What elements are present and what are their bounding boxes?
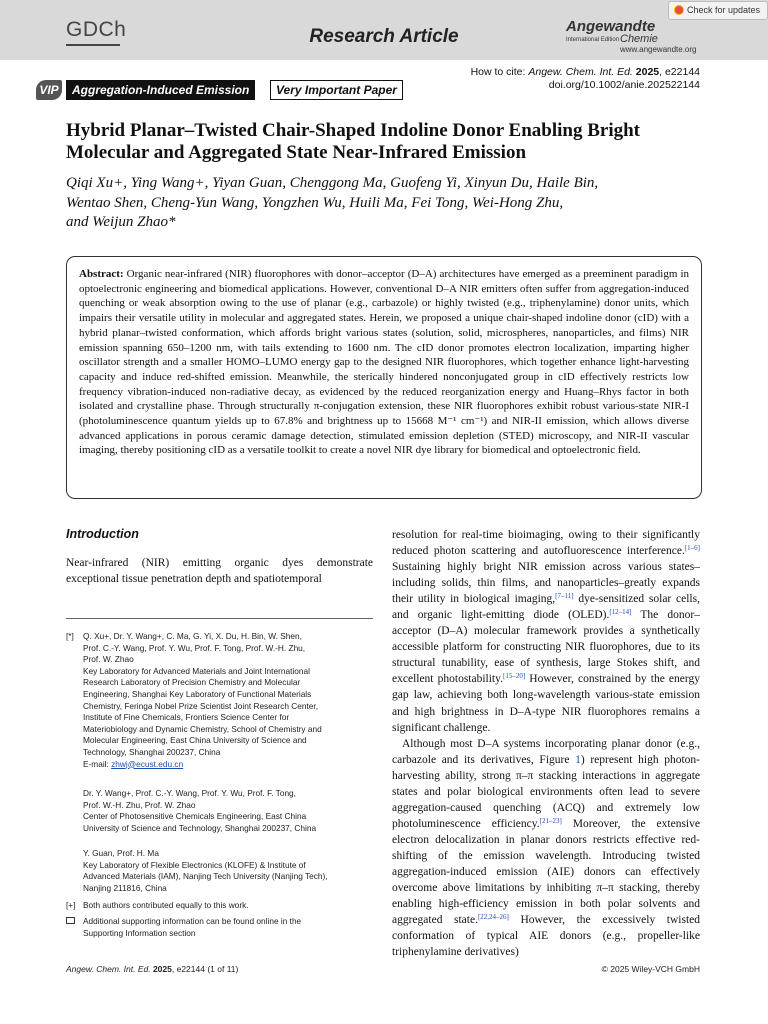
- affiliation-line: Dr. Y. Wang+, Prof. C.-Y. Wang, Prof. Y. Wu, Prof. F. Tong,: [83, 788, 296, 798]
- abstract-label: Abstract:: [79, 268, 124, 280]
- paragraph: [392, 527, 700, 736]
- publisher-logo: GDCh: [66, 18, 127, 41]
- reference-link[interactable]: [7–11]: [555, 592, 574, 601]
- journal-header: [0, 0, 768, 60]
- footnote-rule: [66, 618, 373, 619]
- supporting-info-line: Supporting Information section: [83, 927, 196, 938]
- paragraph: [392, 736, 700, 961]
- text-run: Moreover, the extensive electron delocalization in planar donors restricts effective red-shifting of the emission wavelength. Introducing twisted aggregation-induced emission (AIE) donors can effectively overcome above limitations by inhibiting π–π stacking, thereby enabling high-efficiency emission in both polar solvents and aggregated state.: [392, 817, 700, 927]
- text-run: The donor–acceptor (D–A) molecular framework provides a synthetically accessible platform for constructing NIR fluorophores, due to its structural tunability, ease of synthesis, large Stokes shift, and excellent photostability.: [392, 609, 700, 686]
- author-list: [66, 174, 706, 233]
- reference-link[interactable]: [21–23]: [539, 816, 562, 825]
- email-label: E-mail:: [83, 758, 112, 769]
- supporting-info-line: Additional supporting information can be found online in the: [83, 916, 302, 926]
- affiliation-line: Center of Photosensitive Chemicals Engineering, East China: [83, 811, 307, 822]
- author-line: Wentao Shen, Cheng-Yun Wang, Yongzhen Wu, Huili Ma, Fei Tong, Wei-Hong Zhu,: [66, 194, 564, 211]
- text-run: Although most D–A systems incorporating planar donor (e.g., carbazole and its derivatives, Figure: [392, 737, 700, 766]
- affiliation-line: Key Laboratory for Advanced Materials and Joint International: [83, 665, 310, 676]
- footer-page: , e22144 (1 of 11): [171, 964, 239, 974]
- journal-url[interactable]: www.angewandte.org: [620, 45, 697, 54]
- footer-copyright: © 2025 Wiley-VCH GmbH: [601, 964, 700, 974]
- affiliation-line: University of Science and Technology, Shanghai 200237, China: [83, 822, 317, 833]
- footer-journal: Angew. Chem. Int. Ed.: [66, 964, 151, 974]
- affiliation-marker: [*]: [66, 631, 74, 641]
- reference-link[interactable]: [22,24–26]: [477, 913, 509, 922]
- doi-link[interactable]: doi.org/10.1002/anie.202522144: [548, 79, 700, 91]
- affiliation-line: Q. Xu+, Dr. Y. Wang+, C. Ma, G. Yi, X. Du, H. Bin, W. Shen,: [83, 631, 302, 641]
- check-updates-button[interactable]: [668, 1, 768, 20]
- text-run: However, the excessively twisted conformation of typical AIE donors (e.g., propeller-like triphenylamine derivatives): [392, 914, 701, 959]
- email-link[interactable]: zhwj@ecust.edu.cn: [111, 758, 184, 769]
- affiliation-line: Engineering, Shanghai Key Laboratory of Functional Materials: [83, 688, 312, 699]
- affiliation-line: Key Laboratory of Flexible Electronics (KLOFE) & Institute of: [83, 859, 306, 870]
- section-label: Research Article: [309, 26, 459, 47]
- affiliation-line: Nanjing 211816, China: [83, 882, 167, 893]
- cite-article: , e22144: [659, 66, 700, 78]
- affiliation-block-1: [83, 631, 373, 770]
- author-line: and Weijun Zhao*: [66, 214, 176, 230]
- text-run: dye-sensitized solar cells, and organic light-emitting diode (OLED).: [392, 593, 700, 622]
- abstract-box: [66, 256, 702, 499]
- cite-journal: Angew. Chem. Int. Ed.: [528, 66, 633, 78]
- vip-badge: VIP: [36, 80, 62, 100]
- text-run: However, constrained by the energy gap law, achieving both long-wavelength various-state emission and high brightness in D–A-type NIR fluorophores remains a significant challenge.: [392, 673, 700, 734]
- reference-link[interactable]: [15–20]: [503, 672, 526, 681]
- affiliation-line: Technology, Shanghai 200237, China: [83, 746, 221, 757]
- affiliation-line: Research Laboratory of Precision Chemistry and Molecular: [83, 677, 301, 688]
- text-run: ) represent high photon-harvesting ability, strong π–π stacking interactions in aggregate states and polar biological environments often lead to severe aggregation-caused quenching (ACQ) and extremely low photoluminescence efficiency.: [392, 753, 700, 830]
- affiliation-line: Materiobiology and Dynamic Chemistry, School of Chemistry and: [83, 723, 322, 734]
- cite-year: 2025: [635, 66, 660, 78]
- intro-heading: Introduction: [66, 527, 139, 541]
- affiliation-line: Advanced Materials (IAM), Nanjing Tech University (Nanjing Tech),: [83, 871, 328, 882]
- figure-link[interactable]: 1: [575, 753, 581, 766]
- affiliation-line: Prof. C.-Y. Wang, Prof. Y. Wu, Prof. F. Tong, Prof. W.-H. Zhu,: [83, 642, 306, 653]
- affiliation-line: Prof. W. Zhao: [83, 654, 134, 665]
- affiliation-line: Molecular Engineering, East China University of Science and: [83, 735, 307, 746]
- affiliation-block-2: [83, 788, 373, 834]
- affiliation-line: Institute of Fine Chemicals, Frontiers Science Center for: [83, 712, 290, 723]
- check-updates-label: Check for updates: [687, 5, 761, 15]
- affiliation-line: Y. Guan, Prof. H. Ma: [83, 848, 159, 858]
- equal-contribution-note: Both authors contributed equally to this work.: [83, 900, 249, 910]
- journal-logo-chemie: Chemie: [620, 33, 658, 45]
- crossmark-icon: [674, 5, 684, 15]
- topic-badge: Aggregation-Induced Emission: [66, 80, 255, 100]
- equal-contribution-marker: [+]: [66, 900, 76, 910]
- article-title: Hybrid Planar–Twisted Chair-Shaped Indoline Donor Enabling Bright Molecular and Aggregated State Near-Infrared Emission: [66, 120, 640, 163]
- abstract-text: Organic near-infrared (NIR) fluorophores with donor–acceptor (D–A) architectures have emerged as a preeminent paradigm in optoelectronic engineering and biomedical applications. However, conventional D–A NIR emitters often suffer from aggregation-induced quenching or weak absorption owing to the use of planar (e.g., carbazole) or highly twisted (e.g., triphenylamine) donor units, which impairs their versatile utility in molecular and aggregated states. Herein, we proposed a unique chair-shaped indoline donor (cID) with a hybrid planar–twisted conformation, which affords bright various states (solution, solid, microspheres, nanoparticles, and films) NIR emission spanning 650–1200 nm, with tails extending to 1600 nm. The cID donor promotes electron localization, imparting higher oscillator strength and a smaller HOMO–LUMO energy gap to the designed NIR fluorophores, which together enhance light-harvesting capacity and induce red-shifted emission. Meanwhile, the sterically hindered nonconjugated group in cID effectively restricts low frequency vibration-induced non-radiative decay, as evidenced by the reduced reorganization energy and Huang–Rhys factor in both isolated and crystalline phase. Through structurally π-conjugation extension, these NIR fluorophores exhibit robust various-state NIR-I (photoluminescence quantum yields up to 67.8% and brightness up to 15668 M⁻¹ cm⁻¹) and NIR-II emission, which allows diverse advanced applications in porous ceramic damage detection, stimulated emission depletion (STED) microscopy, and NIR-II vascular imaging, thereby positioning cID as a versatile toolkit to create a novel NIR dye library for biomedical and optoelectronic field.: [79, 268, 689, 457]
- journal-logo-sub: International Edition: [566, 37, 620, 43]
- how-to-cite: How to cite:: [470, 66, 529, 78]
- journal-logo: Angewandte: [566, 18, 656, 35]
- affiliation-line: Chemistry, Feringa Nobel Prize Scientist Joint Research Center,: [83, 700, 319, 711]
- intro-paragraph: Near-infrared (NIR) emitting organic dyes demonstrate exceptional tissue penetration depth and spatiotemporal: [66, 557, 373, 585]
- reference-link[interactable]: [12–14]: [609, 608, 632, 617]
- footer-year: 2025: [152, 964, 172, 974]
- text-run: resolution for real-time bioimaging, owing to their significantly reduced photon scattering and autofluorescence interference.: [392, 529, 700, 558]
- citation-block: [471, 66, 700, 92]
- vip-label-badge: Very Important Paper: [270, 80, 403, 100]
- author-line: Qiqi Xu+, Ying Wang+, Yiyan Guan, Chenggong Ma, Guofeng Yi, Xinyun Du, Haile Bin,: [66, 175, 599, 191]
- right-column: [392, 527, 700, 960]
- text-run: Sustaining highly bright NIR emission across various states–including solids, thin films, and nanoparticles–greatly expands their utility in biological imaging,: [392, 561, 700, 606]
- reference-link[interactable]: [1–6]: [684, 544, 700, 553]
- supporting-info-icon: [66, 916, 82, 928]
- affiliation-block-3: [83, 848, 373, 894]
- affiliation-line: Prof. W.-H. Zhu, Prof. W. Zhao: [83, 799, 196, 810]
- supporting-info-note[interactable]: [83, 916, 373, 939]
- footer-citation: [66, 964, 238, 974]
